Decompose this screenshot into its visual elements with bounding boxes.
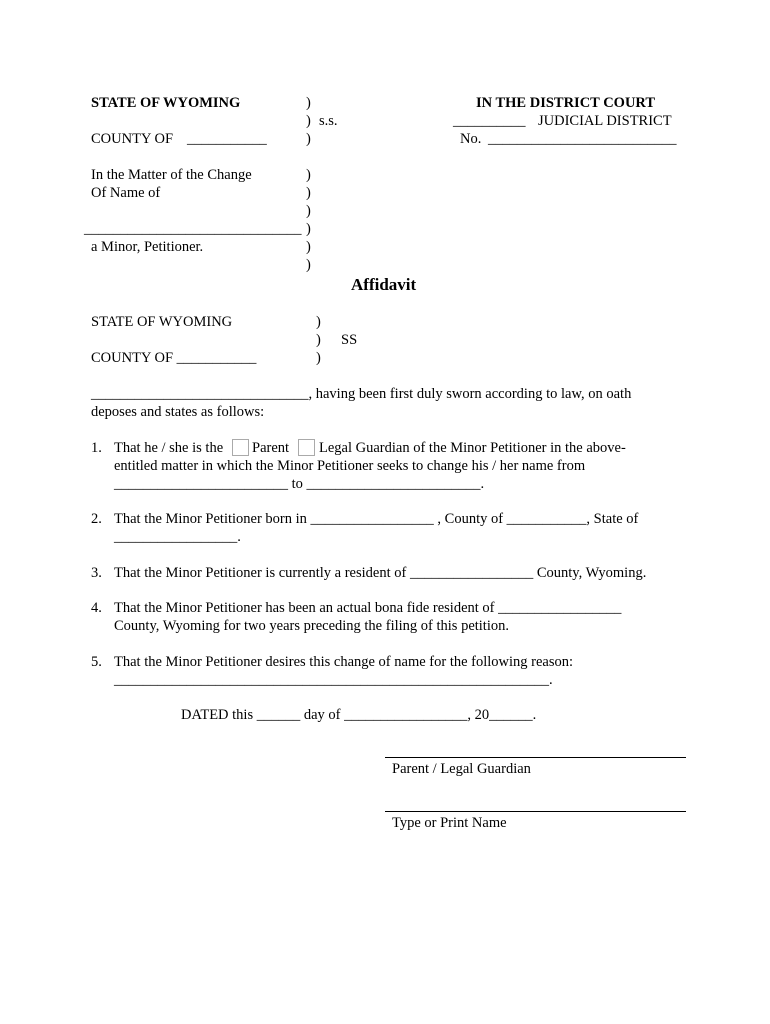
item-1-lead: That he / she is the <box>114 440 224 456</box>
intro-line-2: deposes and states as follows: <box>91 404 265 420</box>
item-4-line-1: That the Minor Petitioner has been an actual bona fide resident of _________________ <box>114 600 622 616</box>
judicial-district: JUDICIAL DISTRICT <box>538 113 672 129</box>
caption-state-label: STATE OF WYOMING <box>91 95 241 111</box>
caption-ss: s.s. <box>319 113 338 129</box>
district-blank: __________ <box>453 113 526 129</box>
case-number-blank: __________________________ <box>488 131 677 147</box>
venue-paren: ) <box>316 350 321 366</box>
guardian-option-label: Legal Guardian of the Minor Petitioner in the above- <box>319 440 626 456</box>
item-1-line-3: ________________________ to ________________________. <box>114 476 485 492</box>
item-5-number: 5. <box>91 654 102 670</box>
dated-line: DATED this ______ day of _________________, 20______. <box>181 707 537 723</box>
signature-label-print-name: Type or Print Name <box>392 815 507 831</box>
intro-line-1: ______________________________, having been first duly sworn according to law, on oath <box>91 386 632 402</box>
matter-line-2: Of Name of <box>91 185 161 201</box>
item-1-line-2: entitled matter in which the Minor Petitioner seeks to change his / her name from <box>114 458 586 474</box>
document-title: Affidavit <box>351 275 417 294</box>
caption-county-label: COUNTY OF <box>91 131 174 147</box>
court-title: IN THE DISTRICT COURT <box>476 95 656 111</box>
caption-paren: ) <box>306 257 311 273</box>
venue-paren: ) <box>316 314 321 330</box>
parent-checkbox[interactable] <box>232 439 249 456</box>
minor-petitioner: a Minor, Petitioner. <box>91 239 204 255</box>
caption-paren: ) <box>306 221 311 237</box>
item-5-line-2: ____________________________________________________________. <box>114 672 553 688</box>
caption-paren: ) <box>306 239 311 255</box>
item-2-line-1: That the Minor Petitioner born in _________________ , County of ___________, State of <box>114 511 639 527</box>
signature-label-parent: Parent / Legal Guardian <box>392 761 531 777</box>
caption-county-blank: ___________ <box>187 131 267 147</box>
parent-option-label: Parent <box>252 440 290 456</box>
item-1-number: 1. <box>91 440 102 456</box>
venue-state-label: STATE OF WYOMING <box>91 314 233 330</box>
name-blank: ______________________________ <box>84 221 302 237</box>
legal-guardian-checkbox[interactable] <box>298 439 315 456</box>
item-3-line-1: That the Minor Petitioner is currently a resident of _________________ County, Wyoming. <box>114 565 647 581</box>
caption-paren: ) <box>306 185 311 201</box>
signature-line-2 <box>385 811 686 812</box>
caption-paren: ) <box>306 203 311 219</box>
caption-paren: ) <box>306 167 311 183</box>
item-2-number: 2. <box>91 511 102 527</box>
case-number-label: No. <box>460 131 482 147</box>
venue-paren: ) <box>316 332 321 348</box>
caption-paren: ) <box>306 113 311 129</box>
item-2-line-2: _________________. <box>114 529 241 545</box>
venue-county-label: COUNTY OF ___________ <box>91 350 257 366</box>
matter-line-1: In the Matter of the Change <box>91 167 252 183</box>
caption-paren: ) <box>306 95 311 111</box>
item-4-line-2: County, Wyoming for two years preceding the filing of this petition. <box>114 618 509 634</box>
signature-line-1 <box>385 757 686 758</box>
item-3-number: 3. <box>91 565 102 581</box>
item-4-number: 4. <box>91 600 102 616</box>
caption-paren: ) <box>306 131 311 147</box>
item-5-line-1: That the Minor Petitioner desires this change of name for the following reason: <box>114 654 574 670</box>
venue-ss: SS <box>341 332 358 348</box>
